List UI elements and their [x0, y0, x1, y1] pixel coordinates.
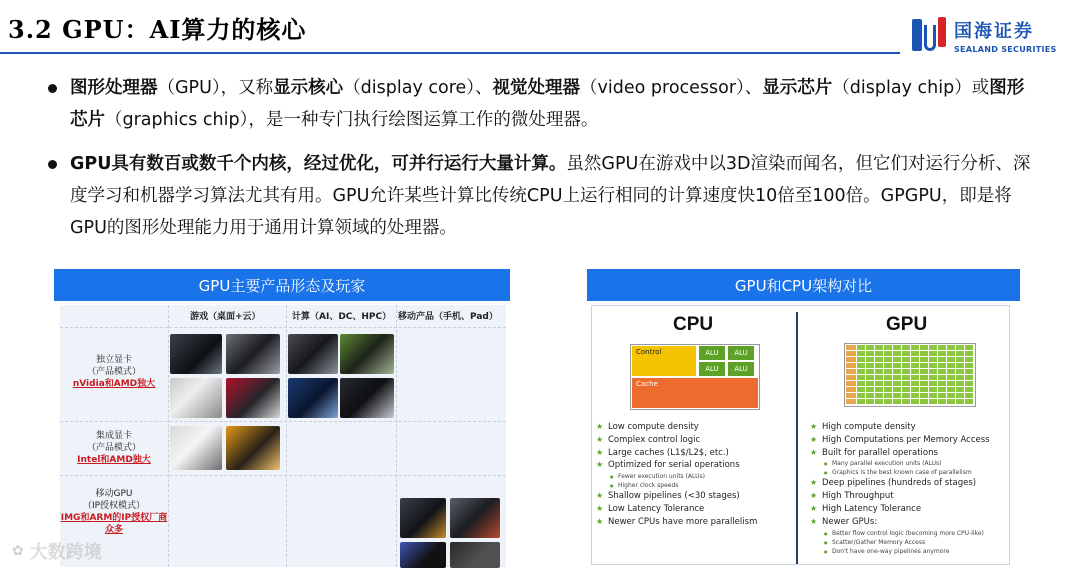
feature-item: ★ Large caches (L1$/L2$, etc.): [596, 447, 791, 460]
watermark-logo-icon: ✿: [12, 543, 24, 559]
logo-chinese-name: 国海证券: [954, 20, 1034, 42]
graphics-card-image: [226, 378, 280, 418]
row-label-line: （IP授权模式）: [82, 501, 146, 511]
integrated-chip-image: [170, 426, 222, 470]
feature-item: ★ High Throughput: [810, 490, 1010, 503]
bullet-bold-text: 图形处理器: [70, 78, 158, 98]
gpu-alu-row: [857, 381, 974, 386]
feature-item: ★ Deep pipelines (hundreds of stages): [810, 477, 1010, 490]
mobile-soc-image: [400, 498, 446, 538]
feature-subitem: ● Fewer execution units (ALUs): [596, 472, 791, 481]
graphics-card-image: [226, 334, 280, 374]
gpu-alu-row: [857, 387, 974, 392]
comparison-divider: [796, 312, 798, 564]
feature-item: ★ High compute density: [810, 421, 1010, 434]
row-label-line: 移动GPU: [95, 489, 133, 499]
cpu-alu-block: ALU: [699, 346, 725, 360]
cpu-control-block: Control: [632, 346, 696, 376]
mobile-soc-image: [450, 498, 500, 538]
row-label-discrete: [60, 354, 168, 390]
bullet-bold-text: 显示核心: [273, 78, 344, 98]
compute-card-image: [340, 334, 394, 374]
bullet-gpu-parallelism: [48, 148, 1038, 244]
cpu-alu-block: ALU: [728, 362, 754, 376]
gpu-alu-row: [857, 393, 974, 398]
logo-english-name: SEALAND SECURITIES: [954, 44, 1057, 54]
feature-item: ★ Low compute density: [596, 421, 791, 434]
gpu-chip-image: [170, 334, 222, 374]
bullet-gpu-definition: [48, 72, 1038, 136]
cpu-feature-list: [596, 421, 791, 529]
feature-item: ★ Newer GPUs:: [810, 516, 1010, 529]
row-label-line: （产品模式）: [86, 443, 141, 453]
gpu-alu-row: [857, 369, 974, 374]
row-label-highlight: IMG和ARM的IP授权厂商众多: [60, 513, 168, 535]
cpu-title: CPU: [673, 314, 714, 335]
bullet-bold-text: GPU具有数百或数千个内核，经过优化，可并行运行大量计算。: [70, 154, 567, 174]
feature-item: ★ Newer CPUs have more parallelism: [596, 516, 791, 529]
feature-subitem: ● Many parallel execution units (ALUs): [810, 459, 1010, 468]
gpu-feature-list: [810, 421, 1010, 556]
bullet-bold-text: 图形芯片: [70, 78, 1025, 130]
gpu-control-cache-bar: [846, 345, 856, 350]
bullet-text: [70, 148, 1038, 244]
watermark: [12, 538, 102, 564]
compute-chip-image: [288, 378, 338, 418]
gpu-alu-row: [857, 363, 974, 368]
gpu-alu-row: [857, 375, 974, 380]
bullet-plain-text: （display core）、: [343, 78, 493, 98]
feature-item: ★ Complex control logic: [596, 434, 791, 447]
feature-subitem: ● Better flow control logic (becoming more CPU-like): [810, 529, 1010, 538]
bullet-plain-text: 虽然GPU在游戏中以3D渲染而闻名，但它们对运行分析、深度学习和机器学习算法尤其有用。GPU允许某些计算比传统CPU上运行相同的计算速度快10倍至100倍。GPGPU，即是将GPU的图形处理能力用于通用计算领域的处理器。: [70, 154, 1031, 238]
feature-item: ★ Shallow pipelines (<30 stages): [596, 490, 791, 503]
feature-item: ★ Optimized for serial operations: [596, 459, 791, 472]
table-row-integrated: [60, 421, 506, 475]
feature-item: ★ High Computations per Memory Access: [810, 434, 1010, 447]
row-label-line: 集成显卡: [95, 431, 132, 441]
gpu-alu-row: [857, 351, 974, 356]
gpu-product-table: [60, 305, 506, 567]
gpu-alu-row: [857, 345, 974, 350]
right-panel-title: GPU和CPU架构对比: [587, 269, 1020, 301]
feature-item: ★ Built for parallel operations: [810, 447, 1010, 460]
column-header-compute: 计算（AI、DC、HPC）: [292, 312, 392, 322]
compute-module-image: [288, 334, 338, 374]
table-row-discrete: [60, 327, 506, 421]
row-label-integrated: [60, 430, 168, 466]
page-title: 3.2 GPU：AI算力的核心: [8, 15, 307, 44]
column-header-gaming: 游戏（桌面+云）: [190, 312, 261, 322]
row-label-highlight: Intel和AMD独大: [77, 455, 151, 465]
gpu-control-cache-bar: [846, 363, 856, 368]
bullet-plain-text: （graphics chip），是一种专门执行绘图运算工作的微处理器。: [105, 110, 599, 130]
bullet-plain-text: （display chip）或: [832, 78, 990, 98]
bullet-text: [70, 72, 1038, 136]
row-label-highlight: nVidia和AMD独大: [72, 379, 156, 389]
bullet-plain-text: （video processor）、: [580, 78, 763, 98]
table-row-mobile: [60, 475, 506, 567]
gpu-alu-row: [857, 399, 974, 404]
mobile-soc-image: [450, 542, 500, 568]
gpu-title: GPU: [886, 314, 928, 335]
bullet-bold-text: 显示芯片: [762, 78, 833, 98]
gpu-control-cache-bar: [846, 369, 856, 374]
bullet-plain-text: （GPU），又称: [157, 78, 274, 98]
header-divider: [0, 52, 900, 54]
left-panel-title: GPU主要产品形态及玩家: [54, 269, 510, 301]
gpu-control-cache-bar: [846, 375, 856, 380]
feature-subitem: ● Graphics is the best known case of parallelism: [810, 468, 1010, 477]
row-label-line: 独立显卡: [95, 355, 132, 365]
watermark-text: 大数跨境: [29, 542, 102, 563]
feature-subitem: ● Don't have one-way pipelines anymore: [810, 547, 1010, 556]
feature-item: ★ Low Latency Tolerance: [596, 503, 791, 516]
mobile-soc-image: [400, 542, 446, 568]
cpu-alu-block: ALU: [728, 346, 754, 360]
cpu-cache-block: Cache: [632, 378, 758, 408]
gpu-chip-image: [170, 378, 222, 418]
bullet-bold-text: 视觉处理器: [492, 78, 581, 98]
gpu-control-cache-bar: [846, 393, 856, 398]
cpu-alu-block: ALU: [699, 362, 725, 376]
feature-subitem: ● Scatter/Gather Memory Access: [810, 538, 1010, 547]
gpu-alu-row: [857, 357, 974, 362]
row-label-mobile: [60, 488, 168, 536]
gpu-control-cache-bar: [846, 351, 856, 356]
compute-card-image: [340, 378, 394, 418]
gpu-control-cache-bar: [846, 357, 856, 362]
gpu-control-cache-bar: [846, 399, 856, 404]
sealand-logo-icon: [910, 15, 948, 55]
integrated-chip-image: [226, 426, 280, 470]
feature-subitem: ● Higher clock speeds: [596, 481, 791, 490]
row-label-line: （产品模式）: [86, 367, 141, 377]
gpu-control-cache-bar: [846, 387, 856, 392]
company-logo: [910, 12, 1070, 58]
gpu-control-cache-bar: [846, 381, 856, 386]
bullet-dot-icon: [48, 160, 57, 169]
column-header-mobile: 移动产品（手机、Pad）: [398, 312, 498, 322]
bullet-dot-icon: [48, 84, 57, 93]
feature-item: ★ High Latency Tolerance: [810, 503, 1010, 516]
